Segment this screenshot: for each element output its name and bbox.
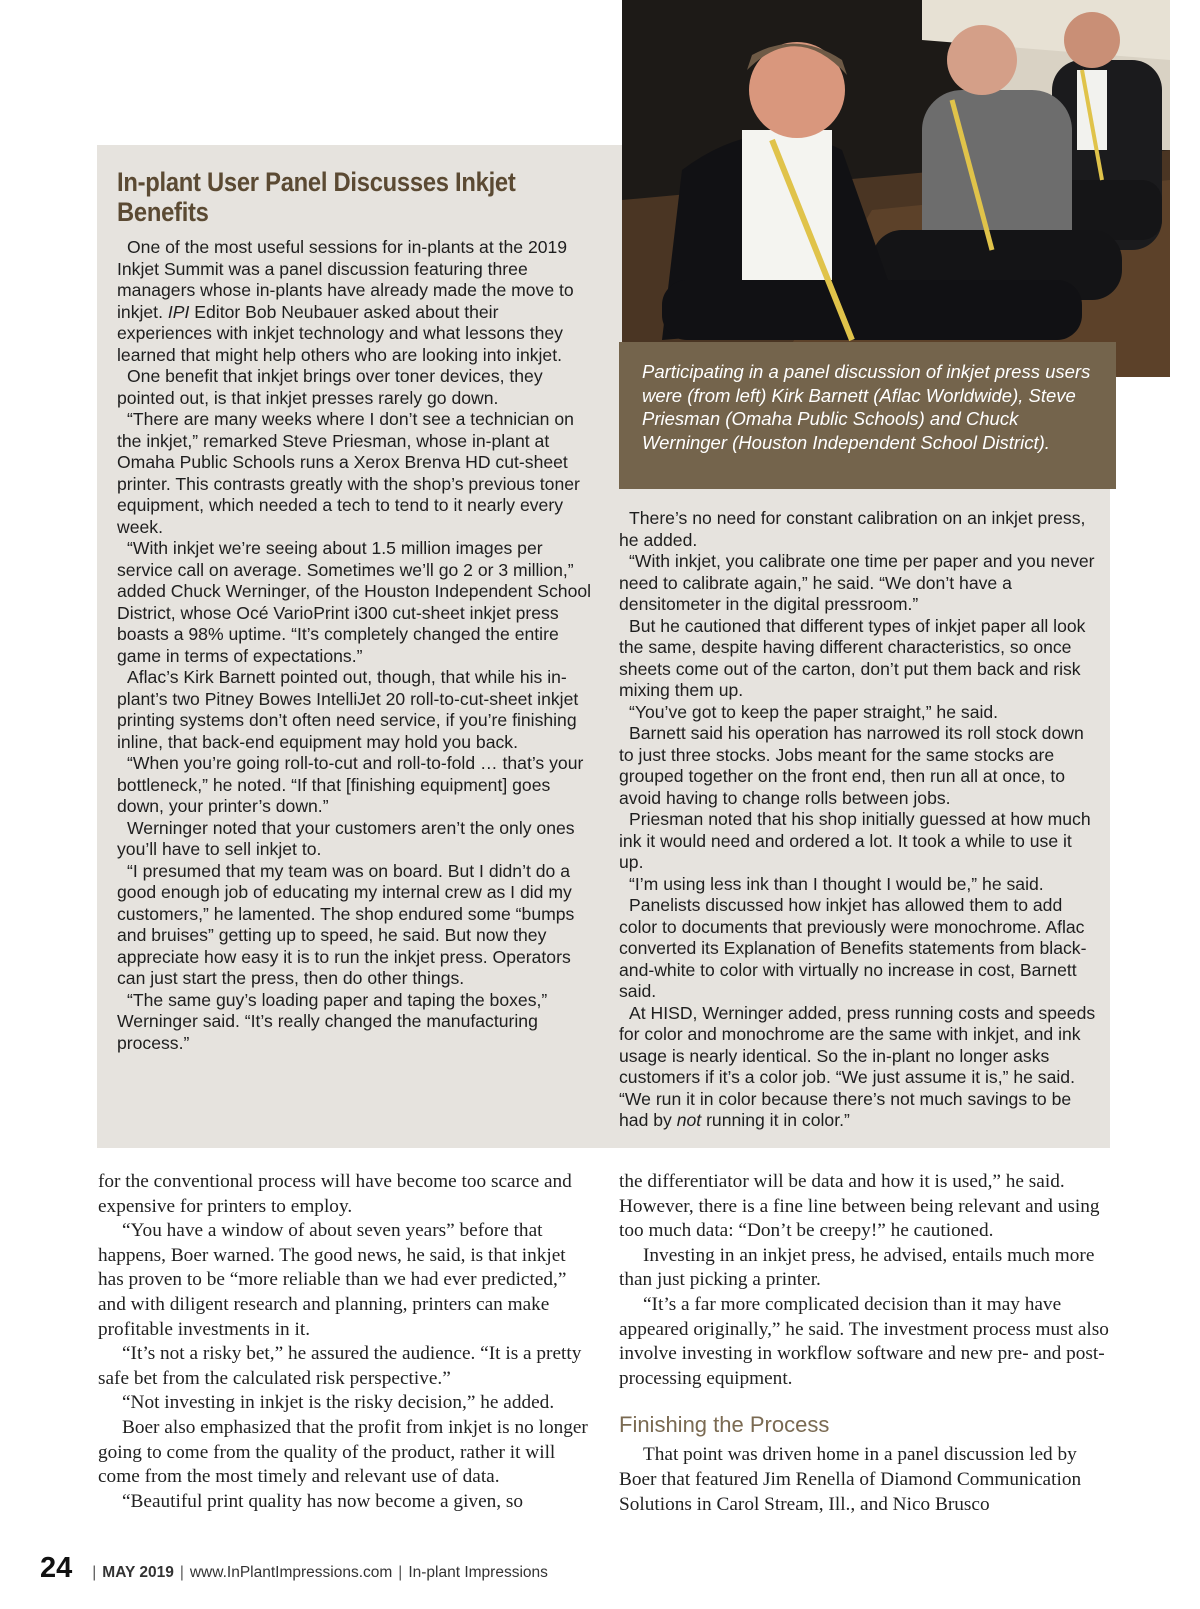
- italic-text: IPI: [167, 301, 190, 322]
- footer-separator: |: [398, 1564, 403, 1581]
- panel-photo: [622, 0, 1170, 377]
- paragraph: “With inkjet we’re seeing about 1.5 million images per service call on average. Sometimes we’ll go 2 or 3 million,” added Chuck Werninger, of the Houston Independent School District, whose Océ VarioPrint i300 cut-sheet inkjet press boasts a 98% uptime. “It’s completely changed the entire game in terms of expectations.”: [117, 538, 592, 666]
- paragraph: Barnett said his operation has narrowed its roll stock down to just three stocks. Jobs meant for the same stocks are grouped together on the front end, then run all at once, to avoid having to change rolls between jobs.: [619, 723, 1084, 808]
- paragraph: “It’s a far more complicated decision than it may have appeared originally,” he said. The investment process must also involve investing in workflow software and new pre- and post-processing equipment.: [619, 1293, 1109, 1389]
- paragraph: “The same guy’s loading paper and taping the boxes,” Werninger said. “It’s really changed the manufacturing process.”: [117, 989, 548, 1053]
- footer-issue: MAY 2019: [102, 1564, 174, 1581]
- paragraph: Priesman noted that his shop initially guessed at how much ink it would need and ordered a lot. It took a while to use it up.: [619, 809, 1091, 872]
- paragraph: “You have a window of about seven years” before that happens, Boer warned. The good news, he said, is that inkjet has proven to be “more reliable than we had ever predicted,” and with diligent research and planning, printers can make profitable investments in it.: [98, 1220, 567, 1340]
- paragraph: There’s no need for constant calibration on an inkjet press, he added.: [619, 508, 1086, 550]
- sidebar-left-column: [117, 237, 595, 1054]
- paragraph: One benefit that inkjet brings over toner devices, they pointed out, is that inkjet presses rarely go down.: [117, 366, 543, 408]
- page-number: 24: [40, 1552, 73, 1584]
- paragraph: At HISD, Werninger added, press running costs and speeds for color and monochrome are the same with inkjet, and ink usage is nearly identical. So the in-plant no longer asks customers if it’s a color job. “We just assume it is,” he said. “We run it in color because there’s not much savings to be had by not running it in color.”: [619, 1002, 1096, 1130]
- article-right-column: [619, 1170, 1109, 1517]
- paragraph: “When you’re going roll-to-cut and roll-to-fold … that’s your bottleneck,” he noted. “If that [finishing equipment] goes down, your printer’s down.”: [117, 753, 584, 816]
- footer-url[interactable]: www.InPlantImpressions.com: [189, 1564, 393, 1581]
- paragraph: “Not investing in inkjet is the risky decision,” he added.: [122, 1392, 555, 1414]
- paragraph: “It’s not a risky bet,” he assured the audience. “It is a pretty safe bet from the calculated risk perspective.”: [98, 1343, 582, 1389]
- paragraph: Boer also emphasized that the profit from inkjet is no longer going to come from the quality of the product, rather it will come from the most timely and relevant use of data.: [98, 1416, 588, 1488]
- paragraph: “Beautiful print quality has now become a given, so: [122, 1490, 524, 1512]
- article-right-paragraphs: [619, 1170, 1109, 1391]
- sidebar-title: In-plant User Panel Discusses Inkjet Benefits: [117, 167, 516, 227]
- photo-caption: Participating in a panel discussion of inkjet press users were (from left) Kirk Barnett (Aflac Worldwide), Steve Priesman (Omaha Public Schools) and Chuck Werninger (Houston Independent School District).: [619, 342, 1116, 489]
- paragraph: One of the most useful sessions for in-plants at the 2019 Inkjet Summit was a panel discussion featuring three managers whose in-plants have already made the move to inkjet. IPI Editor Bob Neubauer asked about their experiences with inkjet technology and what lessons they learned that might help others who are looking into inkjet.: [117, 237, 574, 365]
- footer-separator: |: [92, 1564, 97, 1581]
- footer-separator: |: [179, 1564, 184, 1581]
- paragraph: “With inkjet, you calibrate one time per paper and you never need to calibrate again,” he said. “We don’t have a densitometer in the digital pressroom.”: [619, 551, 1095, 614]
- paragraph: But he cautioned that different types of inkjet paper all look the same, despite having different characteristics, so once sheets come out of the carton, don’t put them back and risk mixing them up.: [619, 615, 1086, 700]
- paragraph: for the conventional process will have become too scarce and expensive for printers to employ.: [98, 1171, 572, 1217]
- section-heading: Finishing the Process: [619, 1412, 830, 1438]
- paragraph: the differentiator will be data and how it is used,” he said. However, there is a fine line between being relevant and using too much data: “Don’t be creepy!” he cautioned.: [619, 1171, 1100, 1242]
- paragraph: Werninger noted that your customers aren’t the only ones you’ll have to sell inkjet to.: [117, 817, 575, 859]
- paragraph: Investing in an inkjet press, he advised, entails much more than just picking a printer.: [619, 1244, 1095, 1291]
- paragraph: “There are many weeks where I don’t see a technician on the inkjet,” remarked Steve Priesman, whose in-plant at Omaha Public Schools runs a Xerox Brenva HD cut-sheet printer. This contrasts greatly with the shop’s previous toner equipment, which needed a tech to tend to it nearly every week.: [117, 409, 580, 537]
- footer-publication: In-plant Impressions: [408, 1564, 548, 1581]
- page-footer: [40, 1552, 548, 1588]
- paragraph: Panelists discussed how inkjet has allowed them to add color to documents that previously were monochrome. Aflac converted its Explanation of Benefits statements from black-and-white to color with virtually no increase in cost, Barnett said.: [619, 895, 1087, 1001]
- italic-text: not: [676, 1110, 702, 1130]
- paragraph: “I’m using less ink than I thought I would be,” he said.: [629, 873, 1044, 894]
- paragraph: “You’ve got to keep the paper straight,” he said.: [629, 701, 999, 722]
- paragraph: Aflac’s Kirk Barnett pointed out, though, that while his in-plant’s two Pitney Bowes IntelliJet 20 roll-to-cut-sheet inkjet printing systems don’t often need service, if you’re finishing inline, that back-end equipment may hold you back.: [117, 667, 579, 752]
- paragraph: “I presumed that my team was on board. But I didn’t do a good enough job of educating my internal crew as I did my customers,” he lamented. The shop endured some “bumps and bruises” getting up to speed, he said. But now they appreciate how easy it is to run the inkjet press. Operators can just start the press, then do other things.: [117, 860, 575, 988]
- paragraph: That point was driven home in a panel discussion led by Boer that featured Jim Renella of Diamond Communication Solutions in Carol Stream, Ill., and Nico Brusco: [619, 1444, 1082, 1515]
- sidebar-right-column: [619, 508, 1097, 1132]
- article-left-column: [98, 1170, 593, 1514]
- finishing-paragraphs: [619, 1443, 1109, 1517]
- panelists-photo-illustration: [622, 0, 1170, 377]
